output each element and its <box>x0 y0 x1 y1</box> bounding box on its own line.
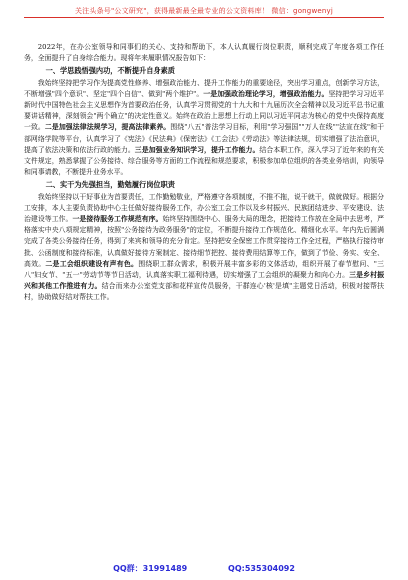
intro-paragraph: 2022年，在办公室领导和同事们的关心、支持和帮助下，本人认真履行岗位职责，顺利完成了年度各项工作任务，全面提升了自身综合能力。现将年来履职情况报告如下： <box>24 43 384 63</box>
header-divider <box>24 17 384 18</box>
top-header <box>0 6 408 16</box>
footer-contact <box>0 563 408 574</box>
s2-point-2: 二是工会组织建设有声有色。 <box>45 259 139 268</box>
s2-text-d: 围绕职工群众需求，积极开展丰富多彩的文体活动，组织开展了春节慰问、"三八"妇女节、"五一"劳动节等节日活动，认真落实职工福利待遇，切实增强了工会组织的凝聚力和向心力。 <box>24 259 385 280</box>
s1-text-a: 我始终坚持把学习作为提高党性修养、增强政治能力、提升工作能力的重要途径，突出学习重点，创新学习方法，不断增强"四个意识"、坚定"四个自信"、做到"两个维护"。 <box>24 78 384 98</box>
s1-text-c: 围绕"八五"普法学习目标，利用"学习强国""万人在线""法宣在线"和干部网络学院等平台，认真学习了《宪法》《民法典》《保密法》《工会法》《劳动法》等法律法规，切实增强了法治意识，提高了依法决策和依法行政的能力。 <box>24 123 385 154</box>
footer-qq-group: QQ群：31991489 <box>113 564 188 573</box>
s2-text-b: 始终坚持围绕中心、服务大局的理念，把接待工作放在全局中去思考，严格落实中央八项规定精神，按照"公务接待为政务服务"的定位，不断提升接待工作规范化、精细化水平。年内先后圆满完成了各类公务接待任务，得到了来宾和领导的充分肯定。 <box>24 215 385 246</box>
footer-qq: QQ:535304092 <box>228 564 295 573</box>
document-body <box>24 42 384 304</box>
s1-text-d: 结合本职工作，深入学习了近年来的有关文件规定，熟悉掌握了公务接待、综合服务等方面的工作流程和规范要求，积极参加单位组织的各类业务培训，向领导和同事请教，不断提升业务水平。 <box>24 145 385 177</box>
s2-text-a: 我始终坚持以干好事业为首要责任，工作勤勉敬业，严格遵守各项制度，不推不拖，说干就干，做就做好。根据分工安排，本人主要负责协助中心主任做好接待服务工作，办公室工会工作以及乡村振兴、民族团结进步、平安建设、法治建设等工作。 <box>24 192 384 224</box>
s1-point-1: 一是加强政治理论学习，增强政治能力。 <box>203 89 329 98</box>
s2-point-1: 一是接待服务工作规范有序。 <box>72 215 163 224</box>
section-1-heading: 一、学思践悟强内功，不断提升自身素质 <box>45 66 175 76</box>
section-1-paragraph <box>24 78 384 179</box>
s2-text-c: 坚持把安全保密工作贯穿接待工作全过程，严格执行接待审批、公函制度和接待标准，认真做好接待方案制定、接待细节把控、接待费用结算等工作，做到了节俭、务实、安全、高效。 <box>24 237 384 268</box>
s2-point-3: 三是乡村振兴和其他工作推进有力。 <box>24 271 384 291</box>
header-banner-text: 关注头条号"公文研究"，获得最新最全最专业的公文资料库！ 微信：gongwenyj <box>74 7 334 15</box>
section-2-paragraph <box>24 192 384 304</box>
s1-point-3: 三是加强业务知识学习，提升工作能力。 <box>134 145 260 154</box>
section-2-heading: 二、实干为先强担当，勤勉履行岗位职责 <box>45 180 175 190</box>
s2-text-e: 结合而来办公室党支部和花样宣传员服务，干群连心'核'是填"主题党日活动，积极对接帮扶村，协助做好结对帮扶工作。 <box>24 282 385 302</box>
s1-point-2: 二是加强法律法规学习，提高法律素养。 <box>44 123 171 132</box>
s1-text-b: 坚持把学习习近平新时代中国特色社会主义思想作为首要政治任务，认真学习贯彻党的十九大和十九届历次全会精神以及习近平总书记重要讲话精神，深刻领会"两个确立"的决定性意义。始终在政治上思想上行动上同以习近平同志为核心的党中央保持高度一致。 <box>24 89 385 132</box>
